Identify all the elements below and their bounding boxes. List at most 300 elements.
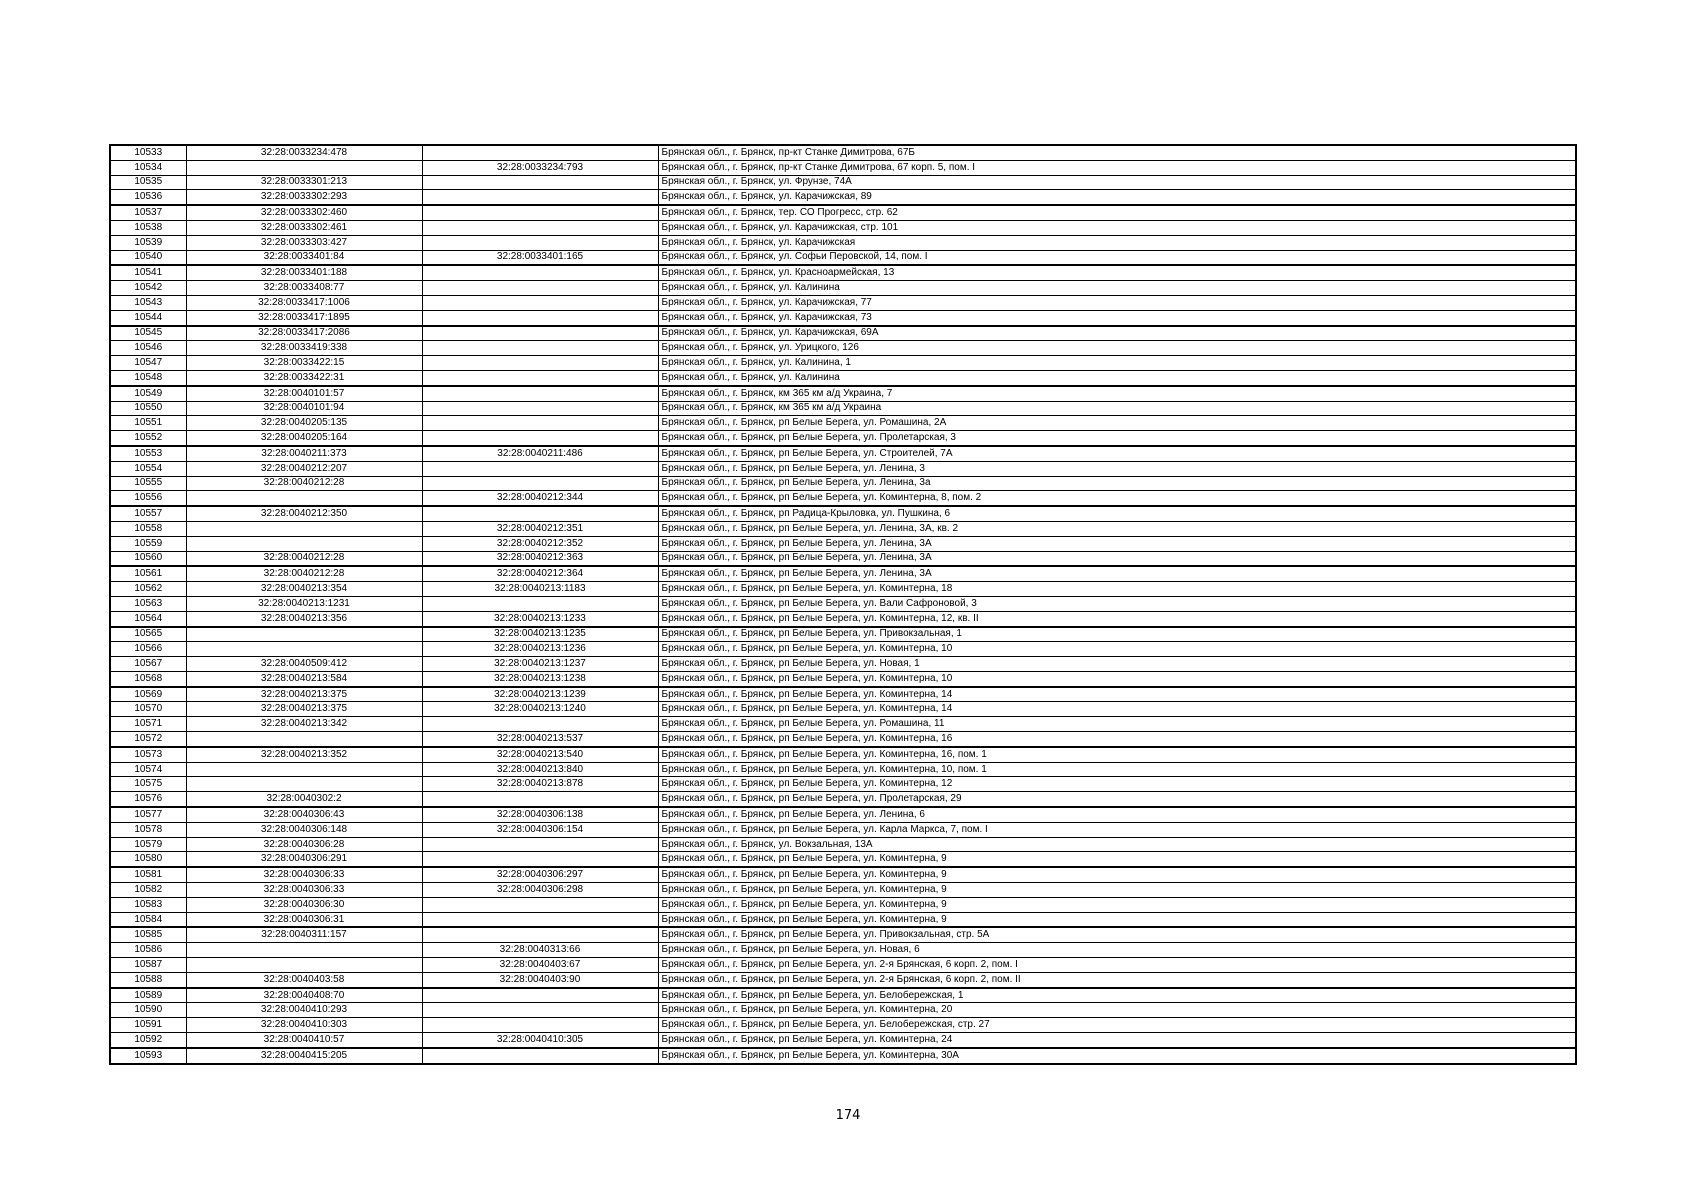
row-number-cell: 10567 — [110, 657, 186, 672]
cadastral-number-land-cell — [186, 491, 422, 506]
address-cell: Брянская обл., г. Брянск, ул. Калинина — [658, 370, 1576, 385]
address-cell: Брянская обл., г. Брянск, рп Белые Берега, ул. Карла Маркса, 7, пом. I — [658, 822, 1576, 837]
row-number-cell: 10540 — [110, 250, 186, 265]
cadastral-number-building-cell — [422, 461, 658, 476]
cadastral-number-building-cell — [422, 356, 658, 371]
row-number-cell: 10547 — [110, 356, 186, 371]
address-cell: Брянская обл., г. Брянск, рп Белые Берега, ул. Ромашина, 2А — [658, 416, 1576, 431]
table-row — [110, 295, 1576, 310]
cadastral-number-land-cell: 32:28:0033419:338 — [186, 341, 422, 356]
row-number-cell: 10555 — [110, 476, 186, 491]
row-number-cell: 10585 — [110, 927, 186, 942]
cadastral-number-building-cell: 32:28:0040306:298 — [422, 883, 658, 898]
address-cell: Брянская обл., г. Брянск, рп Белые Берега, ул. Коминтерна, 10, пом. 1 — [658, 762, 1576, 777]
address-cell: Брянская обл., г. Брянск, рп Белые Берега, ул. Белобережская, 1 — [658, 988, 1576, 1003]
cadastral-number-land-cell: 32:28:0040306:30 — [186, 897, 422, 912]
row-number-cell: 10558 — [110, 521, 186, 536]
cadastral-number-land-cell — [186, 762, 422, 777]
cadastral-number-building-cell: 32:28:0040213:1238 — [422, 671, 658, 686]
table-row — [110, 220, 1576, 235]
address-cell: Брянская обл., г. Брянск, рп Белые Берега, ул. Новая, 6 — [658, 943, 1576, 958]
address-cell: Брянская обл., г. Брянск, ул. Урицкого, 126 — [658, 341, 1576, 356]
table-row — [110, 1048, 1576, 1064]
address-cell: Брянская обл., г. Брянск, рп Белые Берега, ул. Строителей, 7А — [658, 446, 1576, 461]
cadastral-number-building-cell: 32:28:0040306:154 — [422, 822, 658, 837]
cadastral-number-building-cell: 32:28:0040213:1235 — [422, 627, 658, 642]
row-number-cell: 10583 — [110, 897, 186, 912]
table-row — [110, 762, 1576, 777]
cadastral-number-land-cell — [186, 732, 422, 747]
cadastral-number-building-cell: 32:28:0040403:90 — [422, 972, 658, 987]
address-cell: Брянская обл., г. Брянск, рп Белые Берега, ул. Коминтерна, 8, пом. 2 — [658, 491, 1576, 506]
cadastral-number-building-cell — [422, 310, 658, 325]
address-cell: Брянская обл., г. Брянск, пр-кт Станке Димитрова, 67 корп. 5, пом. I — [658, 160, 1576, 175]
table-row — [110, 807, 1576, 822]
cadastral-number-land-cell: 32:28:0040212:28 — [186, 551, 422, 566]
cadastral-number-land-cell: 32:28:0040415:205 — [186, 1048, 422, 1064]
cadastral-number-land-cell: 32:28:0040213:1231 — [186, 596, 422, 611]
table-row — [110, 145, 1576, 160]
address-cell: Брянская обл., г. Брянск, рп Белые Берега, ул. 2-я Брянская, 6 корп. 2, пом. II — [658, 972, 1576, 987]
table-row — [110, 370, 1576, 385]
cadastral-number-land-cell: 32:28:0040213:375 — [186, 702, 422, 717]
table-row — [110, 792, 1576, 807]
row-number-cell: 10571 — [110, 717, 186, 732]
table-row — [110, 822, 1576, 837]
row-number-cell: 10538 — [110, 220, 186, 235]
table-row — [110, 205, 1576, 220]
table-row — [110, 687, 1576, 702]
cadastral-number-land-cell: 32:28:0040205:135 — [186, 416, 422, 431]
address-cell: Брянская обл., г. Брянск, рп Белые Берега, ул. Коминтерна, 9 — [658, 897, 1576, 912]
cadastral-number-land-cell: 32:28:0033417:1895 — [186, 310, 422, 325]
cadastral-number-land-cell: 32:28:0040302:2 — [186, 792, 422, 807]
table-row — [110, 657, 1576, 672]
cadastral-number-building-cell — [422, 476, 658, 491]
row-number-cell: 10590 — [110, 1003, 186, 1018]
cadastral-number-land-cell: 32:28:0040211:373 — [186, 446, 422, 461]
cadastral-number-land-cell: 32:28:0040212:28 — [186, 566, 422, 581]
cadastral-number-building-cell: 32:28:0040213:840 — [422, 762, 658, 777]
table-row — [110, 867, 1576, 882]
address-cell: Брянская обл., г. Брянск, рп Белые Берега, ул. Ленина, 3а — [658, 476, 1576, 491]
address-cell: Брянская обл., г. Брянск, рп Белые Берега, ул. Привокзальная, 1 — [658, 627, 1576, 642]
cadastral-number-land-cell: 32:28:0040410:57 — [186, 1033, 422, 1048]
row-number-cell: 10569 — [110, 687, 186, 702]
row-number-cell: 10561 — [110, 566, 186, 581]
row-number-cell: 10592 — [110, 1033, 186, 1048]
cadastral-number-building-cell — [422, 927, 658, 942]
table-row — [110, 160, 1576, 175]
table-row — [110, 777, 1576, 792]
cadastral-number-building-cell — [422, 386, 658, 401]
cadastral-number-land-cell — [186, 943, 422, 958]
address-cell: Брянская обл., г. Брянск, рп Белые Берега, ул. Ленина, 3 — [658, 461, 1576, 476]
cadastral-number-land-cell: 32:28:0040306:148 — [186, 822, 422, 837]
cadastral-number-building-cell: 32:28:0040313:66 — [422, 943, 658, 958]
cadastral-number-building-cell — [422, 220, 658, 235]
cadastral-number-building-cell — [422, 717, 658, 732]
row-number-cell: 10589 — [110, 988, 186, 1003]
cadastral-number-building-cell: 32:28:0040213:1237 — [422, 657, 658, 672]
table-row — [110, 972, 1576, 987]
address-cell: Брянская обл., г. Брянск, рп Белые Берега, ул. Коминтерна, 9 — [658, 852, 1576, 867]
table-row — [110, 506, 1576, 521]
cadastral-number-land-cell: 32:28:0040306:28 — [186, 837, 422, 852]
cadastral-number-building-cell — [422, 341, 658, 356]
cadastral-number-building-cell: 32:28:0040213:1183 — [422, 582, 658, 597]
row-number-cell: 10588 — [110, 972, 186, 987]
cadastral-number-building-cell: 32:28:0040212:344 — [422, 491, 658, 506]
cadastral-number-building-cell — [422, 235, 658, 250]
cadastral-number-building-cell — [422, 912, 658, 927]
cadastral-number-building-cell — [422, 431, 658, 446]
cadastral-number-land-cell: 32:28:0033302:460 — [186, 205, 422, 220]
row-number-cell: 10582 — [110, 883, 186, 898]
cadastral-number-building-cell: 32:28:0040306:138 — [422, 807, 658, 822]
row-number-cell: 10579 — [110, 837, 186, 852]
address-cell: Брянская обл., г. Брянск, рп Белые Берега, ул. Коминтерна, 14 — [658, 702, 1576, 717]
cadastral-number-building-cell: 32:28:0040213:1233 — [422, 611, 658, 626]
row-number-cell: 10551 — [110, 416, 186, 431]
address-cell: Брянская обл., г. Брянск, ул. Калинина — [658, 281, 1576, 296]
cadastral-number-land-cell: 32:28:0040306:31 — [186, 912, 422, 927]
row-number-cell: 10537 — [110, 205, 186, 220]
address-cell: Брянская обл., г. Брянск, ул. Карачижская, 73 — [658, 310, 1576, 325]
cadastral-number-building-cell — [422, 145, 658, 160]
cadastral-number-building-cell — [422, 837, 658, 852]
address-cell: Брянская обл., г. Брянск, рп Белые Берега, ул. Коминтерна, 20 — [658, 1003, 1576, 1018]
row-number-cell: 10574 — [110, 762, 186, 777]
table-row — [110, 341, 1576, 356]
cadastral-number-land-cell: 32:28:0040213:584 — [186, 671, 422, 686]
address-cell: Брянская обл., г. Брянск, рп Белые Берега, ул. Ленина, 3А, кв. 2 — [658, 521, 1576, 536]
row-number-cell: 10587 — [110, 958, 186, 973]
cadastral-number-land-cell: 32:28:0033422:15 — [186, 356, 422, 371]
cadastral-number-land-cell: 32:28:0033408:77 — [186, 281, 422, 296]
cadastral-number-land-cell: 32:28:0033303:427 — [186, 235, 422, 250]
cadastral-number-land-cell: 32:28:0040311:157 — [186, 927, 422, 942]
cadastral-number-land-cell: 32:28:0033417:2086 — [186, 326, 422, 341]
table-row — [110, 521, 1576, 536]
address-cell: Брянская обл., г. Брянск, ул. Карачижская, 69А — [658, 326, 1576, 341]
address-cell: Брянская обл., г. Брянск, ул. Вокзальная, 13А — [658, 837, 1576, 852]
table-row — [110, 326, 1576, 341]
row-number-cell: 10544 — [110, 310, 186, 325]
cadastral-number-building-cell: 32:28:0040213:540 — [422, 747, 658, 762]
cadastral-number-building-cell: 32:28:0040306:297 — [422, 867, 658, 882]
cadastral-number-building-cell: 32:28:0040212:363 — [422, 551, 658, 566]
address-cell: Брянская обл., г. Брянск, рп Белые Берега, ул. Коминтерна, 24 — [658, 1033, 1576, 1048]
cadastral-number-building-cell: 32:28:0040212:352 — [422, 536, 658, 551]
table-row — [110, 265, 1576, 280]
cadastral-number-land-cell: 32:28:0040403:58 — [186, 972, 422, 987]
address-cell: Брянская обл., г. Брянск, рп Белые Берега, ул. Коминтерна, 16 — [658, 732, 1576, 747]
table-row — [110, 943, 1576, 958]
address-cell: Брянская обл., г. Брянск, рп Белые Берега, ул. Новая, 1 — [658, 657, 1576, 672]
cadastral-number-building-cell — [422, 190, 658, 205]
table-row — [110, 717, 1576, 732]
row-number-cell: 10542 — [110, 281, 186, 296]
cadastral-number-land-cell: 32:28:0033301:213 — [186, 175, 422, 190]
address-cell: Брянская обл., г. Брянск, рп Белые Берега, ул. Ромашина, 11 — [658, 717, 1576, 732]
cadastral-number-land-cell — [186, 627, 422, 642]
cadastral-number-building-cell: 32:28:0040212:364 — [422, 566, 658, 581]
address-cell: Брянская обл., г. Брянск, рп Белые Берега, ул. Коминтерна, 14 — [658, 687, 1576, 702]
cadastral-number-building-cell — [422, 370, 658, 385]
cadastral-number-building-cell — [422, 205, 658, 220]
address-cell: Брянская обл., г. Брянск, рп Белые Берега, ул. Пролетарская, 3 — [658, 431, 1576, 446]
cadastral-number-land-cell: 32:28:0040212:207 — [186, 461, 422, 476]
cadastral-number-land-cell: 32:28:0040408:70 — [186, 988, 422, 1003]
address-cell: Брянская обл., г. Брянск, рп Белые Берега, ул. Ленина, 3А — [658, 551, 1576, 566]
row-number-cell: 10568 — [110, 671, 186, 686]
row-number-cell: 10591 — [110, 1018, 186, 1033]
table-row — [110, 281, 1576, 296]
address-cell: Брянская обл., г. Брянск, рп Белые Берега, ул. Ленина, 6 — [658, 807, 1576, 822]
row-number-cell: 10584 — [110, 912, 186, 927]
row-number-cell: 10577 — [110, 807, 186, 822]
cadastral-number-land-cell: 32:28:0033302:293 — [186, 190, 422, 205]
table-row — [110, 852, 1576, 867]
table-row — [110, 702, 1576, 717]
cadastral-number-building-cell — [422, 596, 658, 611]
table-row — [110, 175, 1576, 190]
address-cell: Брянская обл., г. Брянск, рп Белые Берега, ул. Коминтерна, 18 — [658, 582, 1576, 597]
page-number: 174 — [835, 1108, 861, 1123]
table-row — [110, 837, 1576, 852]
table-row — [110, 446, 1576, 461]
address-cell: Брянская обл., г. Брянск, ул. Фрунзе, 74А — [658, 175, 1576, 190]
cadastral-number-building-cell: 32:28:0033234:793 — [422, 160, 658, 175]
row-number-cell: 10546 — [110, 341, 186, 356]
cadastral-number-building-cell — [422, 281, 658, 296]
cadastral-number-land-cell — [186, 958, 422, 973]
cadastral-number-building-cell — [422, 175, 658, 190]
address-cell: Брянская обл., г. Брянск, пр-кт Станке Димитрова, 67Б — [658, 145, 1576, 160]
address-cell: Брянская обл., г. Брянск, тер. СО Прогресс, стр. 62 — [658, 205, 1576, 220]
table-row — [110, 235, 1576, 250]
table-row — [110, 386, 1576, 401]
address-cell: Брянская обл., г. Брянск, рп Белые Берега, ул. Белобережская, стр. 27 — [658, 1018, 1576, 1033]
address-cell: Брянская обл., г. Брянск, рп Белые Берега, ул. Ленина, 3А — [658, 536, 1576, 551]
row-number-cell: 10581 — [110, 867, 186, 882]
cadastral-number-land-cell: 32:28:0040306:33 — [186, 883, 422, 898]
cadastral-number-land-cell — [186, 521, 422, 536]
table-row — [110, 250, 1576, 265]
address-cell: Брянская обл., г. Брянск, рп Белые Берега, ул. Ленина, 3А — [658, 566, 1576, 581]
cadastral-number-land-cell — [186, 777, 422, 792]
cadastral-number-building-cell — [422, 1048, 658, 1064]
address-cell: Брянская обл., г. Брянск, ул. Софьи Перовской, 14, пом. I — [658, 250, 1576, 265]
cadastral-number-land-cell: 32:28:0040212:28 — [186, 476, 422, 491]
row-number-cell: 10535 — [110, 175, 186, 190]
cadastral-number-land-cell: 32:28:0040213:342 — [186, 717, 422, 732]
cadastral-number-building-cell — [422, 988, 658, 1003]
row-number-cell: 10580 — [110, 852, 186, 867]
cadastral-number-land-cell: 32:28:0040306:291 — [186, 852, 422, 867]
address-cell: Брянская обл., г. Брянск, рп Белые Берега, ул. 2-я Брянская, 6 корп. 2, пом. I — [658, 958, 1576, 973]
table-row — [110, 927, 1576, 942]
table-row — [110, 356, 1576, 371]
table-row — [110, 611, 1576, 626]
address-cell: Брянская обл., г. Брянск, рп Белые Берега, ул. Коминтерна, 30А — [658, 1048, 1576, 1064]
address-cell: Брянская обл., г. Брянск, рп Белые Берега, ул. Коминтерна, 9 — [658, 867, 1576, 882]
row-number-cell: 10539 — [110, 235, 186, 250]
row-number-cell: 10570 — [110, 702, 186, 717]
address-cell: Брянская обл., г. Брянск, ул. Карачижская, 89 — [658, 190, 1576, 205]
address-cell: Брянская обл., г. Брянск, рп Белые Берега, ул. Привокзальная, стр. 5А — [658, 927, 1576, 942]
cadastral-number-building-cell — [422, 792, 658, 807]
cadastral-number-building-cell: 32:28:0040212:351 — [422, 521, 658, 536]
table-row — [110, 536, 1576, 551]
row-number-cell: 10572 — [110, 732, 186, 747]
table-row — [110, 491, 1576, 506]
cadastral-number-land-cell: 32:28:0040101:57 — [186, 386, 422, 401]
property-table — [109, 144, 1577, 1065]
row-number-cell: 10541 — [110, 265, 186, 280]
row-number-cell: 10556 — [110, 491, 186, 506]
table-row — [110, 883, 1576, 898]
row-number-cell: 10563 — [110, 596, 186, 611]
cadastral-number-land-cell: 32:28:0033234:478 — [186, 145, 422, 160]
address-cell: Брянская обл., г. Брянск, рп Белые Берега, ул. Коминтерна, 10 — [658, 671, 1576, 686]
row-number-cell: 10553 — [110, 446, 186, 461]
cadastral-number-building-cell — [422, 401, 658, 416]
address-cell: Брянская обл., г. Брянск, рп Белые Берега, ул. Коминтерна, 10 — [658, 642, 1576, 657]
row-number-cell: 10533 — [110, 145, 186, 160]
table-row — [110, 310, 1576, 325]
cadastral-number-building-cell — [422, 897, 658, 912]
cadastral-number-land-cell: 32:28:0040509:412 — [186, 657, 422, 672]
cadastral-number-land-cell: 32:28:0040101:94 — [186, 401, 422, 416]
address-cell: Брянская обл., г. Брянск, км 365 км а/д Украина — [658, 401, 1576, 416]
cadastral-number-building-cell — [422, 1003, 658, 1018]
row-number-cell: 10566 — [110, 642, 186, 657]
row-number-cell: 10536 — [110, 190, 186, 205]
address-cell: Брянская обл., г. Брянск, ул. Карачижская — [658, 235, 1576, 250]
cadastral-number-land-cell: 32:28:0040410:303 — [186, 1018, 422, 1033]
cadastral-number-building-cell: 32:28:0040213:1240 — [422, 702, 658, 717]
cadastral-number-land-cell: 32:28:0040213:356 — [186, 611, 422, 626]
table-row — [110, 582, 1576, 597]
cadastral-number-land-cell: 32:28:0040212:350 — [186, 506, 422, 521]
cadastral-number-building-cell — [422, 1018, 658, 1033]
cadastral-number-building-cell: 32:28:0040213:1239 — [422, 687, 658, 702]
table-row — [110, 1003, 1576, 1018]
row-number-cell: 10575 — [110, 777, 186, 792]
row-number-cell: 10593 — [110, 1048, 186, 1064]
address-cell: Брянская обл., г. Брянск, ул. Красноармейская, 13 — [658, 265, 1576, 280]
table-row — [110, 416, 1576, 431]
row-number-cell: 10573 — [110, 747, 186, 762]
row-number-cell: 10549 — [110, 386, 186, 401]
row-number-cell: 10548 — [110, 370, 186, 385]
table-row — [110, 461, 1576, 476]
cadastral-number-building-cell: 32:28:0040213:878 — [422, 777, 658, 792]
row-number-cell: 10554 — [110, 461, 186, 476]
table-row — [110, 431, 1576, 446]
cadastral-number-land-cell: 32:28:0033401:188 — [186, 265, 422, 280]
row-number-cell: 10578 — [110, 822, 186, 837]
cadastral-number-building-cell — [422, 295, 658, 310]
cadastral-number-land-cell — [186, 160, 422, 175]
cadastral-number-land-cell: 32:28:0033422:31 — [186, 370, 422, 385]
table-row — [110, 747, 1576, 762]
row-number-cell: 10564 — [110, 611, 186, 626]
table-row — [110, 988, 1576, 1003]
row-number-cell: 10552 — [110, 431, 186, 446]
cadastral-number-building-cell — [422, 506, 658, 521]
table-row — [110, 732, 1576, 747]
cadastral-number-land-cell: 32:28:0040213:354 — [186, 582, 422, 597]
table-row — [110, 1033, 1576, 1048]
address-cell: Брянская обл., г. Брянск, ул. Калинина, 1 — [658, 356, 1576, 371]
cadastral-number-building-cell: 32:28:0040213:537 — [422, 732, 658, 747]
cadastral-number-building-cell — [422, 416, 658, 431]
cadastral-number-building-cell: 32:28:0040403:67 — [422, 958, 658, 973]
address-cell: Брянская обл., г. Брянск, рп Радица-Крыловка, ул. Пушкина, 6 — [658, 506, 1576, 521]
table-row — [110, 958, 1576, 973]
table-row — [110, 190, 1576, 205]
row-number-cell: 10560 — [110, 551, 186, 566]
row-number-cell: 10565 — [110, 627, 186, 642]
row-number-cell: 10557 — [110, 506, 186, 521]
row-number-cell: 10534 — [110, 160, 186, 175]
cadastral-number-building-cell — [422, 852, 658, 867]
row-number-cell: 10545 — [110, 326, 186, 341]
cadastral-number-land-cell: 32:28:0033302:461 — [186, 220, 422, 235]
row-number-cell: 10586 — [110, 943, 186, 958]
table-row — [110, 551, 1576, 566]
cadastral-number-building-cell — [422, 326, 658, 341]
cadastral-number-building-cell: 32:28:0040213:1236 — [422, 642, 658, 657]
cadastral-number-land-cell — [186, 642, 422, 657]
cadastral-number-land-cell: 32:28:0040306:43 — [186, 807, 422, 822]
address-cell: Брянская обл., г. Брянск, рп Белые Берега, ул. Вали Сафроновой, 3 — [658, 596, 1576, 611]
cadastral-number-land-cell: 32:28:0033401:84 — [186, 250, 422, 265]
row-number-cell: 10562 — [110, 582, 186, 597]
address-cell: Брянская обл., г. Брянск, ул. Карачижская, 77 — [658, 295, 1576, 310]
table-row — [110, 912, 1576, 927]
cadastral-number-building-cell: 32:28:0040410:305 — [422, 1033, 658, 1048]
address-cell: Брянская обл., г. Брянск, ул. Карачижская, стр. 101 — [658, 220, 1576, 235]
table-row — [110, 671, 1576, 686]
table-row — [110, 401, 1576, 416]
address-cell: Брянская обл., г. Брянск, рп Белые Берега, ул. Коминтерна, 12, кв. II — [658, 611, 1576, 626]
cadastral-number-land-cell: 32:28:0033417:1006 — [186, 295, 422, 310]
row-number-cell: 10559 — [110, 536, 186, 551]
table-body — [110, 145, 1576, 1064]
cadastral-number-building-cell — [422, 265, 658, 280]
table-row — [110, 642, 1576, 657]
cadastral-number-land-cell: 32:28:0040205:164 — [186, 431, 422, 446]
address-cell: Брянская обл., г. Брянск, рп Белые Берега, ул. Коминтерна, 9 — [658, 912, 1576, 927]
cadastral-number-building-cell: 32:28:0040211:486 — [422, 446, 658, 461]
cadastral-number-land-cell: 32:28:0040306:33 — [186, 867, 422, 882]
row-number-cell: 10543 — [110, 295, 186, 310]
table-row — [110, 476, 1576, 491]
table-row — [110, 627, 1576, 642]
address-cell: Брянская обл., г. Брянск, рп Белые Берега, ул. Коминтерна, 16, пом. 1 — [658, 747, 1576, 762]
cadastral-number-land-cell: 32:28:0040410:293 — [186, 1003, 422, 1018]
table-row — [110, 596, 1576, 611]
row-number-cell: 10576 — [110, 792, 186, 807]
address-cell: Брянская обл., г. Брянск, км 365 км а/д Украина, 7 — [658, 386, 1576, 401]
cadastral-number-land-cell — [186, 536, 422, 551]
address-cell: Брянская обл., г. Брянск, рп Белые Берега, ул. Пролетарская, 29 — [658, 792, 1576, 807]
cadastral-number-building-cell: 32:28:0033401:165 — [422, 250, 658, 265]
